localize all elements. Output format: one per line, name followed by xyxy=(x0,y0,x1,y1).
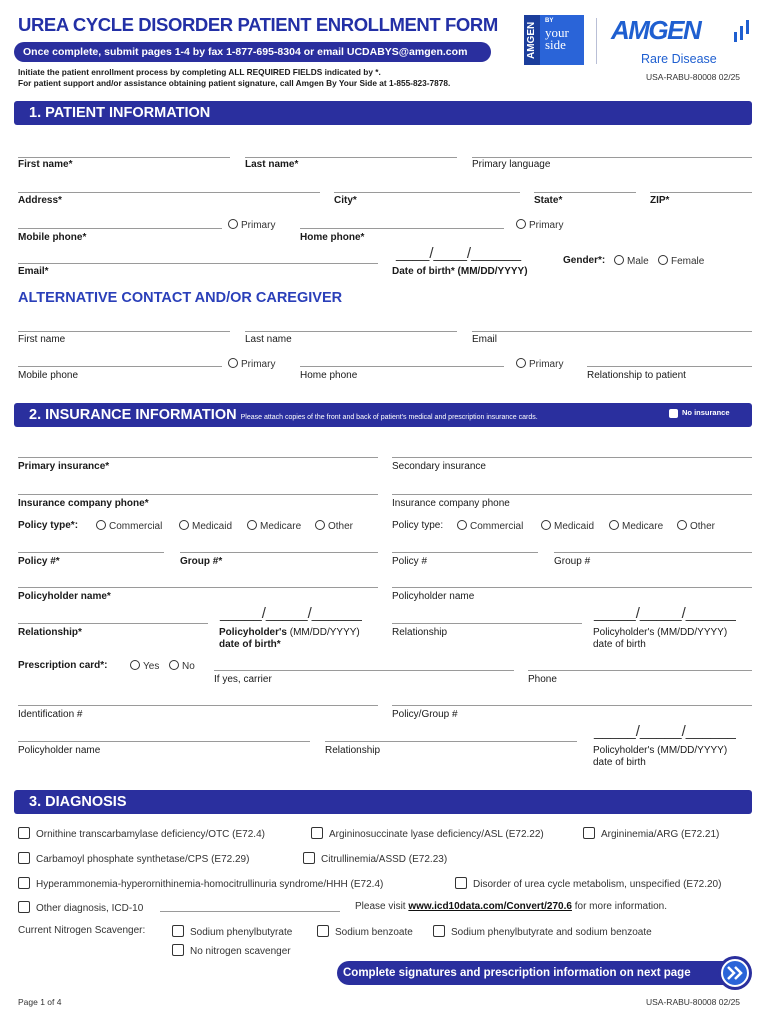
rx-phone-label: Phone xyxy=(528,674,557,685)
primary-insurance-field[interactable] xyxy=(18,457,378,458)
primary-ins-phone-label: Insurance company phone* xyxy=(18,498,149,509)
scavenger-none-checkbox[interactable]: No nitrogen scavenger xyxy=(172,944,291,957)
alt-home-primary-radio[interactable]: Primary xyxy=(516,358,563,370)
double-chevron-icon xyxy=(726,965,744,981)
mobile-phone-field[interactable] xyxy=(18,228,222,229)
policy-group-number-field[interactable] xyxy=(392,705,752,706)
zip-label: ZIP* xyxy=(650,195,670,206)
mobile-phone-label: Mobile phone* xyxy=(18,232,87,243)
dx-arg-checkbox[interactable]: Argininemia/ARG (E72.21) xyxy=(583,827,719,840)
dx-hhh-checkbox[interactable]: Hyperammonemia-hyperornithinemia-homocitrullinuria syndrome/HHH (E72.4) xyxy=(18,877,383,890)
alt-first-name-field[interactable] xyxy=(18,331,230,332)
amgen-by-your-side-logo xyxy=(524,15,584,65)
rx-policyholder-name-field[interactable] xyxy=(18,741,310,742)
logo-by: BY xyxy=(545,18,554,24)
primary-ins-phone-field[interactable] xyxy=(18,494,378,495)
last-name-label: Last name* xyxy=(245,159,299,170)
secondary-other-radio[interactable]: Other xyxy=(677,520,715,532)
icd10-link[interactable]: www.icd10data.com/Convert/270.6 xyxy=(408,901,572,912)
zip-field[interactable] xyxy=(650,192,752,193)
primary-policyholder-name-field[interactable] xyxy=(18,587,378,588)
dx-cps-checkbox[interactable]: Carbamoyl phosphate synthetase/CPS (E72.29) xyxy=(18,852,249,865)
dob-label: Date of birth* (MM/DD/YYYY) xyxy=(392,266,528,277)
secondary-policyholder-name-field[interactable] xyxy=(392,587,752,588)
prescription-card-label: Prescription card*: xyxy=(18,660,108,671)
next-page-banner: Complete signatures and prescription information on next page xyxy=(337,961,727,985)
primary-other-radio[interactable]: Other xyxy=(315,520,353,532)
alt-mobile-phone-field[interactable] xyxy=(18,366,222,367)
relationship-to-patient-label: Relationship to patient xyxy=(587,370,686,381)
amgen-logo: AMGEN xyxy=(611,15,701,45)
primary-relationship-field[interactable] xyxy=(18,623,208,624)
secondary-medicare-radio[interactable]: Medicare xyxy=(609,520,663,532)
alt-home-phone-field[interactable] xyxy=(300,366,504,367)
primary-commercial-radio[interactable]: Commercial xyxy=(96,520,162,532)
home-phone-field[interactable] xyxy=(300,228,504,229)
amgen-mark-icon xyxy=(732,18,752,48)
scavenger-both-checkbox[interactable]: Sodium phenylbutyrate and sodium benzoate xyxy=(433,925,652,938)
rx-relationship-field[interactable] xyxy=(325,741,577,742)
intro-line-1: Initiate the patient enrollment process by completing ALL REQUIRED FIELDS indicated by *. xyxy=(18,67,381,77)
primary-group-number-field[interactable] xyxy=(180,552,378,553)
dx-otc-checkbox[interactable]: Ornithine transcarbamylase deficiency/OTC (E72.4) xyxy=(18,827,265,840)
rx-card-yes-radio[interactable]: Yes xyxy=(130,660,159,672)
amgen-vertical-wordmark: AMGEN xyxy=(524,15,540,65)
scavenger-sodium-phenylbutyrate-checkbox[interactable]: Sodium phenylbutyrate xyxy=(172,925,292,938)
secondary-policy-number-field[interactable] xyxy=(392,552,538,553)
alt-first-name-label: First name xyxy=(18,334,66,345)
secondary-ins-phone-field[interactable] xyxy=(392,494,752,495)
primary-policy-number-field[interactable] xyxy=(18,552,164,553)
submit-instructions: Once complete, submit pages 1-4 by fax 1-877-695-8304 or email UCDABYS@amgen.com xyxy=(14,42,491,62)
secondary-commercial-radio[interactable]: Commercial xyxy=(457,520,523,532)
rx-relationship-label: Relationship xyxy=(325,745,381,756)
identification-number-field[interactable] xyxy=(18,705,378,706)
gender-male-radio[interactable]: Male xyxy=(614,255,649,267)
icd10-info-text: Please visit www.icd10data.com/Convert/270.6 for more information. xyxy=(355,901,667,912)
mobile-primary-radio[interactable]: Primary xyxy=(228,219,275,231)
alt-mobile-phone-label: Mobile phone xyxy=(18,370,79,381)
dob-field[interactable]: ____/____/______ xyxy=(396,245,522,262)
city-label: City* xyxy=(334,195,357,206)
alt-last-name-label: Last name xyxy=(245,334,292,345)
primary-policy-type-label: Policy type*: xyxy=(18,520,79,531)
primary-ph-dob-field[interactable]: _____/_____/______ xyxy=(220,605,362,622)
alt-home-phone-label: Home phone xyxy=(300,370,358,381)
primary-policyholder-name-label: Policyholder name* xyxy=(18,591,111,602)
rx-carrier-label: If yes, carrier xyxy=(214,674,272,685)
footer-doc-code: USA-RABU-80008 02/25 xyxy=(646,997,741,1007)
next-page-arrow-icon xyxy=(718,956,752,990)
logo-your-side: your side xyxy=(545,25,569,52)
rx-policyholder-name-label: Policyholder name xyxy=(18,745,101,756)
section-diagnosis: 3. DIAGNOSIS xyxy=(14,790,752,814)
secondary-ph-dob-label: Policyholder's (MM/DD/YYYY) date of birth xyxy=(593,627,728,650)
primary-language-field[interactable] xyxy=(472,157,752,158)
section-patient-information: 1. PATIENT INFORMATION xyxy=(14,101,752,125)
secondary-ph-dob-field[interactable]: _____/_____/______ xyxy=(594,605,736,622)
primary-policy-number-label: Policy #* xyxy=(18,556,60,567)
primary-group-number-label: Group #* xyxy=(180,556,223,567)
rx-ph-dob-label: Policyholder's (MM/DD/YYYY) date of birth xyxy=(593,745,728,768)
primary-medicare-radio[interactable]: Medicare xyxy=(247,520,301,532)
no-insurance-checkbox[interactable]: No insurance xyxy=(669,408,730,418)
secondary-policy-type-label: Policy type: xyxy=(392,520,444,531)
state-field[interactable] xyxy=(534,192,636,193)
alternative-contact-heading: ALTERNATIVE CONTACT AND/OR CAREGIVER xyxy=(18,290,343,306)
rx-carrier-field[interactable] xyxy=(214,670,514,671)
home-primary-radio[interactable]: Primary xyxy=(516,219,563,231)
address-label: Address* xyxy=(18,195,62,206)
state-label: State* xyxy=(534,195,563,206)
intro-line-2: For patient support and/or assistance obtaining patient signature, call Amgen By Your Side at 1-855-823-7878. xyxy=(18,78,451,88)
primary-medicaid-radio[interactable]: Medicaid xyxy=(179,520,232,532)
dx-unspecified-checkbox[interactable]: Disorder of urea cycle metabolism, unspecified (E72.20) xyxy=(455,877,721,890)
secondary-medicaid-radio[interactable]: Medicaid xyxy=(541,520,594,532)
alt-last-name-field[interactable] xyxy=(245,331,457,332)
city-field[interactable] xyxy=(334,192,520,193)
primary-insurance-label: Primary insurance* xyxy=(18,461,110,472)
identification-number-label: Identification # xyxy=(18,709,83,720)
last-name-field[interactable] xyxy=(245,157,457,158)
secondary-relationship-label: Relationship xyxy=(392,627,448,638)
dx-other-icd10-field[interactable] xyxy=(160,911,340,912)
rare-disease-label: Rare Disease xyxy=(641,52,717,66)
secondary-policy-number-label: Policy # xyxy=(392,556,428,567)
dx-assd-checkbox[interactable]: Citrullinemia/ASSD (E72.23) xyxy=(303,852,447,865)
policy-group-number-label: Policy/Group # xyxy=(392,709,458,720)
rx-phone-field[interactable] xyxy=(528,670,752,671)
secondary-ins-phone-label: Insurance company phone xyxy=(392,498,510,509)
rx-card-no-radio[interactable]: No xyxy=(169,660,195,672)
secondary-insurance-field[interactable] xyxy=(392,457,752,458)
form-title: UREA CYCLE DISORDER PATIENT ENROLLMENT FORM xyxy=(18,14,498,35)
page-number: Page 1 of 4 xyxy=(18,997,62,1007)
first-name-label: First name* xyxy=(18,159,73,170)
nitrogen-scavenger-label: Current Nitrogen Scavenger: xyxy=(18,925,146,936)
insurance-note: Please attach copies of the front and back of patient's medical and prescription insurance cards. xyxy=(240,414,538,421)
doc-code: USA-RABU-80008 02/25 xyxy=(646,72,741,82)
secondary-policyholder-name-label: Policyholder name xyxy=(392,591,475,602)
gender-female-radio[interactable]: Female xyxy=(658,255,704,267)
gender-label: Gender*: xyxy=(563,255,606,266)
primary-relationship-label: Relationship* xyxy=(18,627,82,638)
rx-ph-dob-field[interactable]: _____/_____/______ xyxy=(594,723,736,740)
address-field[interactable] xyxy=(18,192,320,193)
alt-email-label: Email xyxy=(472,334,498,345)
secondary-group-number-field[interactable] xyxy=(554,552,752,553)
relationship-to-patient-field[interactable] xyxy=(587,366,752,367)
intro-text xyxy=(18,67,450,89)
secondary-insurance-label: Secondary insurance xyxy=(392,461,486,472)
dx-other-checkbox[interactable]: Other diagnosis, ICD-10 xyxy=(18,901,143,914)
secondary-group-number-label: Group # xyxy=(554,556,591,567)
alt-email-field[interactable] xyxy=(472,331,752,332)
secondary-relationship-field[interactable] xyxy=(392,623,582,624)
section-insurance-information: 2. INSURANCE INFORMATION Please attach copies of the front and back of patient's medical and prescription insurance cards. xyxy=(14,403,752,427)
first-name-field[interactable] xyxy=(18,157,230,158)
alt-mobile-primary-radio[interactable]: Primary xyxy=(228,358,275,370)
primary-ph-dob-label: Policyholder's (MM/DD/YYYY) date of birth* xyxy=(219,627,360,650)
primary-language-label: Primary language xyxy=(472,159,551,170)
home-phone-label: Home phone* xyxy=(300,232,365,243)
email-field[interactable] xyxy=(18,263,378,264)
email-label: Email* xyxy=(18,266,49,277)
scavenger-sodium-benzoate-checkbox[interactable]: Sodium benzoate xyxy=(317,925,413,938)
dx-asl-checkbox[interactable]: Argininosuccinate lyase deficiency/ASL (E72.22) xyxy=(311,827,544,840)
logo-divider xyxy=(596,18,597,64)
